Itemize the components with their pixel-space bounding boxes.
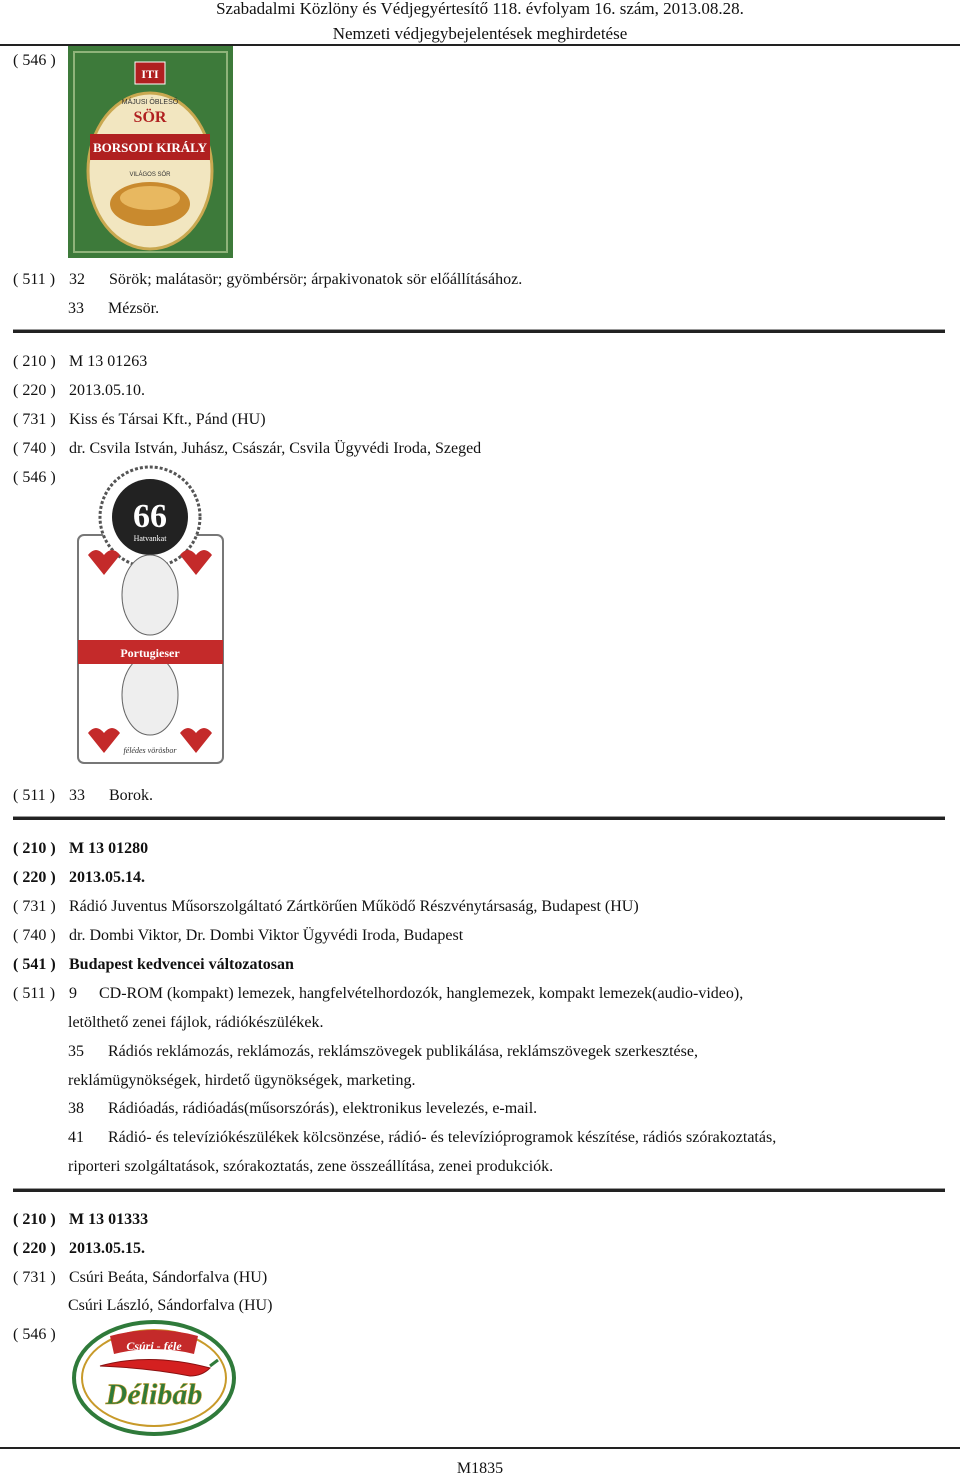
entry3-731-row: [13, 897, 639, 917]
class-number: 35: [68, 1043, 84, 1060]
class-text: Rádiós reklámozás, reklámozás, reklámszövegek publikálása, reklámszövegek szerkesztése,: [108, 1043, 698, 1060]
entry4-210-row: [13, 1210, 148, 1230]
class-number: 9: [69, 985, 77, 1002]
class-number: 41: [68, 1129, 84, 1146]
logo-foot: félédes vörösbor: [123, 746, 177, 755]
class-text: Sörök; malátasör; gyömbérsör; árpakivonatok sör előállításához.: [109, 271, 523, 288]
code-label: ( 220 ): [13, 382, 56, 399]
entry3-class-row: [68, 1099, 537, 1119]
entry3-210-row: [13, 839, 148, 859]
code-label: ( 210 ): [13, 1211, 56, 1228]
code-label: ( 511 ): [13, 787, 56, 804]
logo-top: Csúri - féle: [126, 1339, 182, 1353]
code-label: ( 220 ): [13, 1240, 56, 1257]
section-title: Nemzeti védjegybejelentések meghirdetése: [332, 24, 628, 43]
entry-separator: [13, 1189, 945, 1192]
logo-band: Portugieser: [120, 646, 180, 660]
svg-text:ITI: ITI: [141, 67, 159, 81]
code-label: ( 740 ): [13, 927, 56, 944]
application-number: M 13 01263: [69, 353, 148, 370]
hatvankat-portugieser-logo: [68, 465, 233, 773]
entry1-546-code: ( 546 ): [13, 52, 56, 69]
journal-title: Szabadalmi Közlöny és Védjegyértesítő 118. évfolyam 16. szám, 2013.08.28.: [216, 0, 744, 18]
page-header: [0, 0, 960, 46]
applicant: Kiss és Társai Kft., Pánd (HU): [69, 411, 266, 428]
class-text: CD-ROM (kompakt) lemezek, hangfelvételhordozók, hanglemezek, kompakt lemezek(audio-video),: [99, 985, 744, 1002]
footer-rule: [0, 1447, 960, 1449]
code-label: ( 210 ): [13, 840, 56, 857]
code-label: ( 511 ): [13, 985, 56, 1002]
entry3-class-row: [68, 1128, 776, 1148]
page-number: M1835: [456, 1460, 504, 1477]
code-label: ( 740 ): [13, 440, 56, 457]
code-label: ( 210 ): [13, 353, 56, 370]
class-number: 33: [69, 787, 85, 804]
applicant-2: Csúri László, Sándorfalva (HU): [68, 1297, 273, 1314]
entry3-511-row: [13, 984, 743, 1004]
filing-date: 2013.05.15.: [69, 1240, 145, 1257]
filing-date: 2013.05.14.: [69, 869, 145, 886]
entry4-220-row: [13, 1239, 145, 1259]
entry2-740-row: [13, 439, 481, 459]
class-number: 33: [68, 300, 84, 317]
logo-sub-text: VILÁGOS SÖR: [129, 172, 171, 178]
logo-type-text: SÖR: [133, 109, 167, 126]
word-mark: Budapest kedvencei változatosan: [69, 956, 294, 973]
entry2-546-code: ( 546 ): [13, 469, 56, 486]
code-label: ( 731 ): [13, 898, 56, 915]
filing-date: 2013.05.10.: [69, 382, 145, 399]
entry2-511-row: [13, 786, 153, 806]
class-number: 32: [69, 271, 85, 288]
entry3-541-row: [13, 955, 294, 975]
applicant: Rádió Juventus Műsorszolgáltató Zártkörűen Működő Részvénytársaság, Budapest (HU): [69, 898, 639, 915]
entry3-220-row: [13, 868, 145, 888]
class-number: 38: [68, 1100, 84, 1117]
entry1-class-row: [68, 299, 159, 319]
class-text: Rádióadás, rádióadás(műsorszórás), elektronikus levelezés, e-mail.: [108, 1100, 538, 1117]
entry3-class-row: [68, 1042, 698, 1062]
entry-separator: [13, 817, 945, 820]
code-label: ( 541 ): [13, 956, 56, 973]
logo-main: Délibáb: [105, 1378, 203, 1411]
class-text-cont: letölthető zenei fájlok, rádiókészülékek.: [68, 1014, 324, 1031]
code-label: ( 731 ): [13, 411, 56, 428]
class-text: Mézsör.: [108, 300, 160, 317]
entry2-220-row: [13, 381, 145, 401]
logo-sub: Hatvankat: [133, 534, 167, 543]
representative: dr. Csvila István, Juhász, Császár, Csvila Ügyvédi Iroda, Szeged: [69, 440, 482, 457]
code-label: ( 220 ): [13, 869, 56, 886]
class-text-cont: riporteri szolgáltatások, szórakoztatás, zene összeállítása, zenei produkciók.: [68, 1158, 554, 1175]
entry1-511-code: ( 511 ): [13, 271, 56, 288]
csuri-delibab-logo: [70, 1318, 238, 1438]
code-label: ( 731 ): [13, 1269, 56, 1286]
application-number: M 13 01280: [69, 840, 149, 857]
representative: dr. Dombi Viktor, Dr. Dombi Viktor Ügyvédi Iroda, Budapest: [69, 927, 464, 944]
application-number: M 13 01333: [69, 1211, 149, 1228]
entry2-731-row: [13, 410, 266, 430]
entry4-731-row: [13, 1268, 267, 1288]
logo-number: 66: [133, 498, 167, 535]
class-text: Borok.: [109, 787, 153, 804]
applicant: Csúri Beáta, Sándorfalva (HU): [69, 1269, 268, 1286]
logo-brand-text: BORSODI KIRÁLY: [92, 140, 208, 155]
entry2-210-row: [13, 352, 147, 372]
logo-top-text: MÁJUSI ÖBLESŐ: [121, 99, 179, 106]
class-text-cont: reklámügynökségek, hirdető ügynökségek, marketing.: [68, 1072, 416, 1089]
entry-separator: [13, 330, 945, 333]
borsodi-kiraly-logo: [68, 46, 233, 258]
entry4-546-code: ( 546 ): [13, 1326, 56, 1343]
class-text: Rádió- és televíziókészülékek kölcsönzése, rádió- és televízióprogramok készítése, rádiós szórakoztatás,: [108, 1129, 777, 1146]
entry3-740-row: [13, 926, 463, 946]
entry1-511-row: [13, 270, 522, 290]
